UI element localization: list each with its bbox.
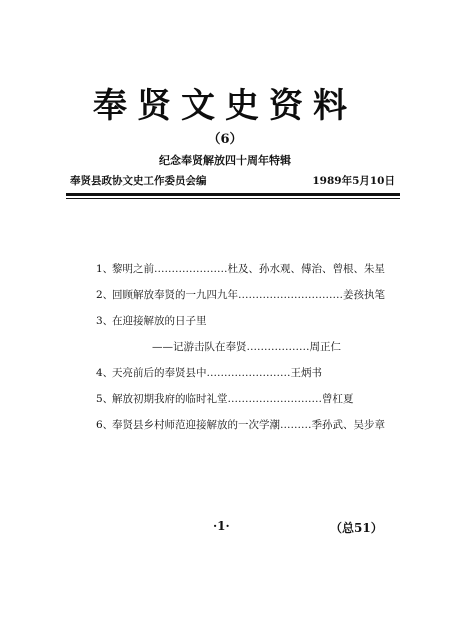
toc-entry-3 [96,313,406,332]
toc-leader: …………………… [206,367,291,379]
toc-title: 在迎接解放的日子里 [112,315,207,327]
toc-title: 天亮前后的奉贤县中 [112,367,207,379]
editor-line: 奉贤县政协文史工作委员会编 [70,175,207,187]
toc-entry-2 [96,287,406,306]
toc-leader: ………………………… [238,289,343,301]
publication-title: 奉贤文史资料 [93,86,357,126]
page-number: ·1· [213,519,230,533]
toc-title: 回顾解放奉贤的一九四九年 [112,289,238,301]
toc-title: 解放初期我府的临时礼堂 [112,393,228,405]
toc-leader: ……………………… [227,393,322,405]
toc-author: 曾杠夏 [322,393,354,405]
header-divider-thick [66,193,400,196]
toc-author: 季孙武、吴步章 [311,419,385,431]
table-of-contents [96,261,406,443]
toc-number: 1、 [96,263,114,275]
special-edition-subtitle: 纪念奉贤解放四十周年特辑 [159,154,291,167]
toc-number: 6、 [96,419,114,431]
toc-entry-1 [96,261,406,280]
header-divider-thin [66,198,400,199]
total-page-number: （总51） [330,521,383,535]
toc-author: 杜及、孙水观、傅治、曾根、朱星 [227,263,385,275]
toc-number: 5、 [96,393,114,405]
toc-title: 奉贤县乡村师范迎接解放的一次学潮 [112,419,280,431]
toc-entry-4 [96,365,406,384]
toc-entry-5 [96,391,406,410]
toc-number: 4、 [96,367,114,379]
toc-number: 3、 [96,315,114,327]
toc-entry-3-subtitle [96,339,406,358]
toc-leader: ……… [280,419,312,431]
publication-date: 1989年5月10日 [312,175,395,187]
toc-leader: ……………… [246,341,310,353]
toc-number: 2、 [96,289,114,301]
toc-author: 姜孩执笔 [343,289,385,301]
toc-leader: ………………… [154,263,228,275]
toc-title: 黎明之前 [112,263,154,275]
issue-number: （6） [207,132,243,147]
toc-entry-6 [96,417,406,436]
toc-author: 王炳书 [290,367,322,379]
toc-author: 周正仁 [309,341,341,353]
toc-subtitle: ——记游击队在奉贤 [152,341,247,353]
